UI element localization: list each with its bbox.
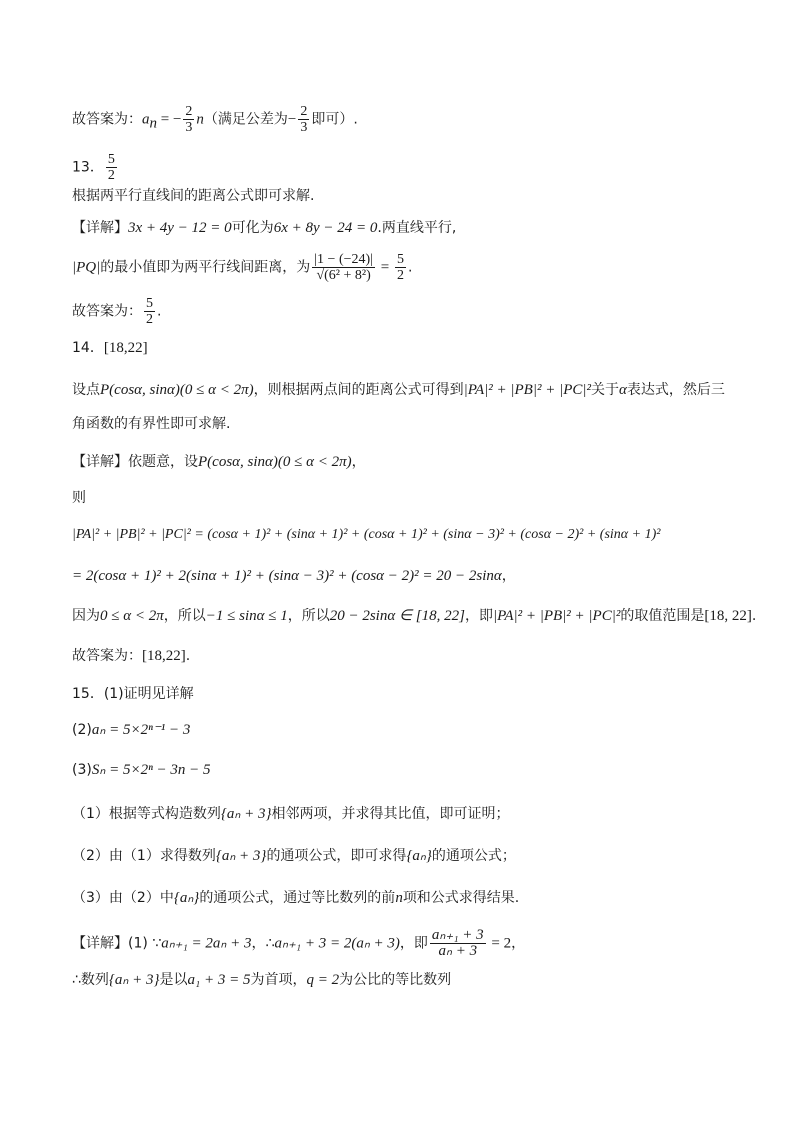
frac-den: 2 [107, 168, 115, 183]
interval: [18,22] [103, 340, 148, 356]
suffix-text: 即可）. [311, 111, 358, 128]
detail-14-then: 则 [72, 490, 86, 506]
question-14-answer [72, 338, 148, 358]
expansion-expr: |PA|² + |PB|² + |PC|² = (cosα + 1)² + (sinα + 1)² + (cosα + 1)² + (sinα − 3)² + (cosα − 2)² + (sinα + 1)² [72, 527, 661, 542]
minus-sign: − [287, 111, 297, 128]
detail-14-conclusion [72, 606, 756, 626]
answer-prefix: 故答案为： [72, 648, 142, 664]
answer-14 [72, 646, 190, 666]
question-number: 14． [72, 340, 104, 356]
frac-num: aₙ₊₁ + 3 [431, 927, 484, 943]
question-15-part1: 15．(1)证明见详解 [72, 686, 194, 702]
fraction [106, 152, 117, 183]
frac-den: 2 [396, 268, 404, 283]
suffix: ， [501, 568, 516, 584]
expr: {aₙ + 3} [215, 848, 267, 864]
text: 的通项公式； [431, 848, 516, 864]
formula: Sₙ = 5×2ⁿ − 3n − 5 [91, 762, 211, 778]
answer-prefix: 故答案为： [72, 303, 142, 320]
expr: aₙ₊₁ = 2aₙ + 3 [161, 935, 252, 952]
formula: aₙ = 5×2ⁿ⁻¹ − 3 [91, 722, 191, 738]
text: 可化为 [231, 220, 274, 236]
answer-prefix: 故答案为： [72, 111, 142, 128]
equation: 6x + 8y − 24 = 0 [273, 220, 378, 236]
text: ， [511, 935, 526, 952]
detail-tag: 【详解】 [72, 935, 128, 952]
text: （1）根据等式构造数列 [72, 806, 221, 822]
detail-14-simplified [72, 566, 516, 586]
text: 是以 [159, 972, 188, 988]
expr: = 2 [487, 935, 512, 952]
detail-14-expansion [72, 524, 660, 545]
analysis-14-line1 [72, 380, 725, 400]
text: 为公比的等比数列 [339, 972, 452, 988]
analysis-14-line2: 角函数的有界性即可求解. [72, 416, 231, 432]
analysis-15-step1 [72, 804, 510, 824]
text: 项和公式求得结果. [402, 890, 520, 906]
interval: [18,22] [142, 648, 186, 664]
question-13-answer [72, 152, 119, 183]
text: 依题意，设 [128, 454, 198, 470]
suffix: ， [351, 454, 366, 470]
detail-13-line2 [72, 252, 412, 283]
detail-13-line1 [72, 218, 456, 238]
text: 为首项， [250, 972, 307, 988]
text: ∴数列 [72, 972, 109, 988]
text: （2）由（1）求得数列 [72, 848, 216, 864]
mid-text: （满足公差为 [203, 111, 288, 128]
expr: q = 2 [306, 972, 340, 988]
analysis-15-step2 [72, 846, 516, 866]
text: ，即 [464, 608, 493, 624]
distance-expr: |PA|² + |PB|² + |PC|² [463, 382, 592, 398]
point-expr: P(cosα, sinα)(0 ≤ α < 2π) [198, 454, 352, 470]
text: ，则根据两点间的距离公式可得到 [253, 382, 464, 398]
expr: {aₙ + 3} [220, 806, 272, 822]
answer-13 [72, 296, 161, 327]
simplified-expr: = 2(cosα + 1)² + 2(sinα + 1)² + (sinα − 3)² + (cosα − 2)² = 20 − 2sinα [72, 568, 502, 584]
frac-num: 2 [185, 104, 193, 119]
expr: 0 ≤ α < 2π [100, 608, 164, 624]
question-number: 13． [72, 159, 104, 176]
fraction [430, 928, 486, 959]
frac-num: 5 [146, 296, 153, 311]
text: (1) ∵ [128, 935, 162, 952]
text: 因为 [72, 608, 100, 624]
frac-num: 5 [107, 152, 115, 167]
fraction [298, 104, 309, 135]
fraction [144, 296, 155, 327]
math-eq: = − [157, 111, 182, 128]
math-a: a [142, 111, 150, 128]
text: 的通项公式，即可求得 [266, 848, 407, 864]
question-15-part3 [72, 760, 211, 780]
text: . [751, 608, 757, 624]
equals: = [376, 259, 393, 276]
detail-tag: 【详解】 [72, 220, 128, 236]
text: 关于 [591, 382, 620, 398]
detail-14-line1 [72, 452, 366, 472]
text: .两直线平行, [377, 220, 457, 236]
frac-den: 3 [300, 120, 308, 135]
text: ，所以 [287, 608, 330, 624]
expr: [18, 22] [704, 608, 752, 624]
text: 的取值范围是 [620, 608, 705, 624]
suffix: . [185, 648, 191, 664]
detail-15-line1 [72, 928, 525, 959]
text: 的通项公式，通过等比数列的前 [199, 890, 396, 906]
answer-line-12 [72, 104, 358, 135]
text: ，所以 [163, 608, 206, 624]
analysis-15-step3 [72, 888, 519, 908]
question-15-part2 [72, 720, 190, 740]
suffix: . [407, 259, 413, 276]
text: （3）由（2）中 [72, 890, 174, 906]
expr: n [395, 890, 403, 906]
detail-15-line2 [72, 970, 451, 990]
expr: {aₙ + 3} [108, 972, 160, 988]
text: ，即 [399, 935, 428, 952]
fraction [395, 252, 406, 283]
frac-den: √(6² + 8²) [316, 268, 371, 283]
suffix: . [157, 303, 162, 320]
frac-den: aₙ + 3 [438, 943, 478, 959]
math-sub: n [149, 115, 157, 132]
text: ，∴ [251, 935, 275, 952]
expr: aₙ₊₁ + 3 = 2(aₙ + 3) [274, 935, 400, 952]
part-label: (3) [72, 762, 92, 778]
alpha: α [619, 382, 627, 398]
part-label: (2) [72, 722, 92, 738]
pq-expr: |PQ| [72, 259, 101, 276]
expr: {aₙ} [173, 890, 200, 906]
fraction [183, 104, 194, 135]
detail-tag: 【详解】 [72, 454, 128, 470]
expr: {aₙ} [406, 848, 432, 864]
frac-den: 2 [146, 312, 153, 327]
frac-num: 2 [300, 104, 308, 119]
equation: 3x + 4y − 12 = 0 [128, 220, 232, 236]
expr: a₁ + 3 = 5 [187, 972, 251, 988]
text: 相邻两项，并求得其比值，即可证明； [271, 806, 510, 822]
frac-den: 3 [185, 120, 193, 135]
expr: |PA|² + |PB|² + |PC|² [492, 608, 621, 624]
text: 表达式，然后三 [626, 382, 725, 398]
point-expr: P(cosα, sinα)(0 ≤ α < 2π) [100, 382, 254, 398]
analysis-13: 根据两平行直线间的距离公式即可求解. [72, 188, 315, 204]
expr: −1 ≤ sinα ≤ 1 [205, 608, 288, 624]
fraction [312, 252, 375, 283]
expr: 20 − 2sinα ∈ [18, 22] [329, 608, 465, 624]
text: 设点 [72, 382, 100, 398]
text: 的最小值即为两平行线间距离，为 [100, 259, 311, 276]
frac-num: |1 − (−24)| [314, 252, 373, 267]
math-n: n [196, 111, 204, 128]
frac-num: 5 [396, 252, 404, 267]
